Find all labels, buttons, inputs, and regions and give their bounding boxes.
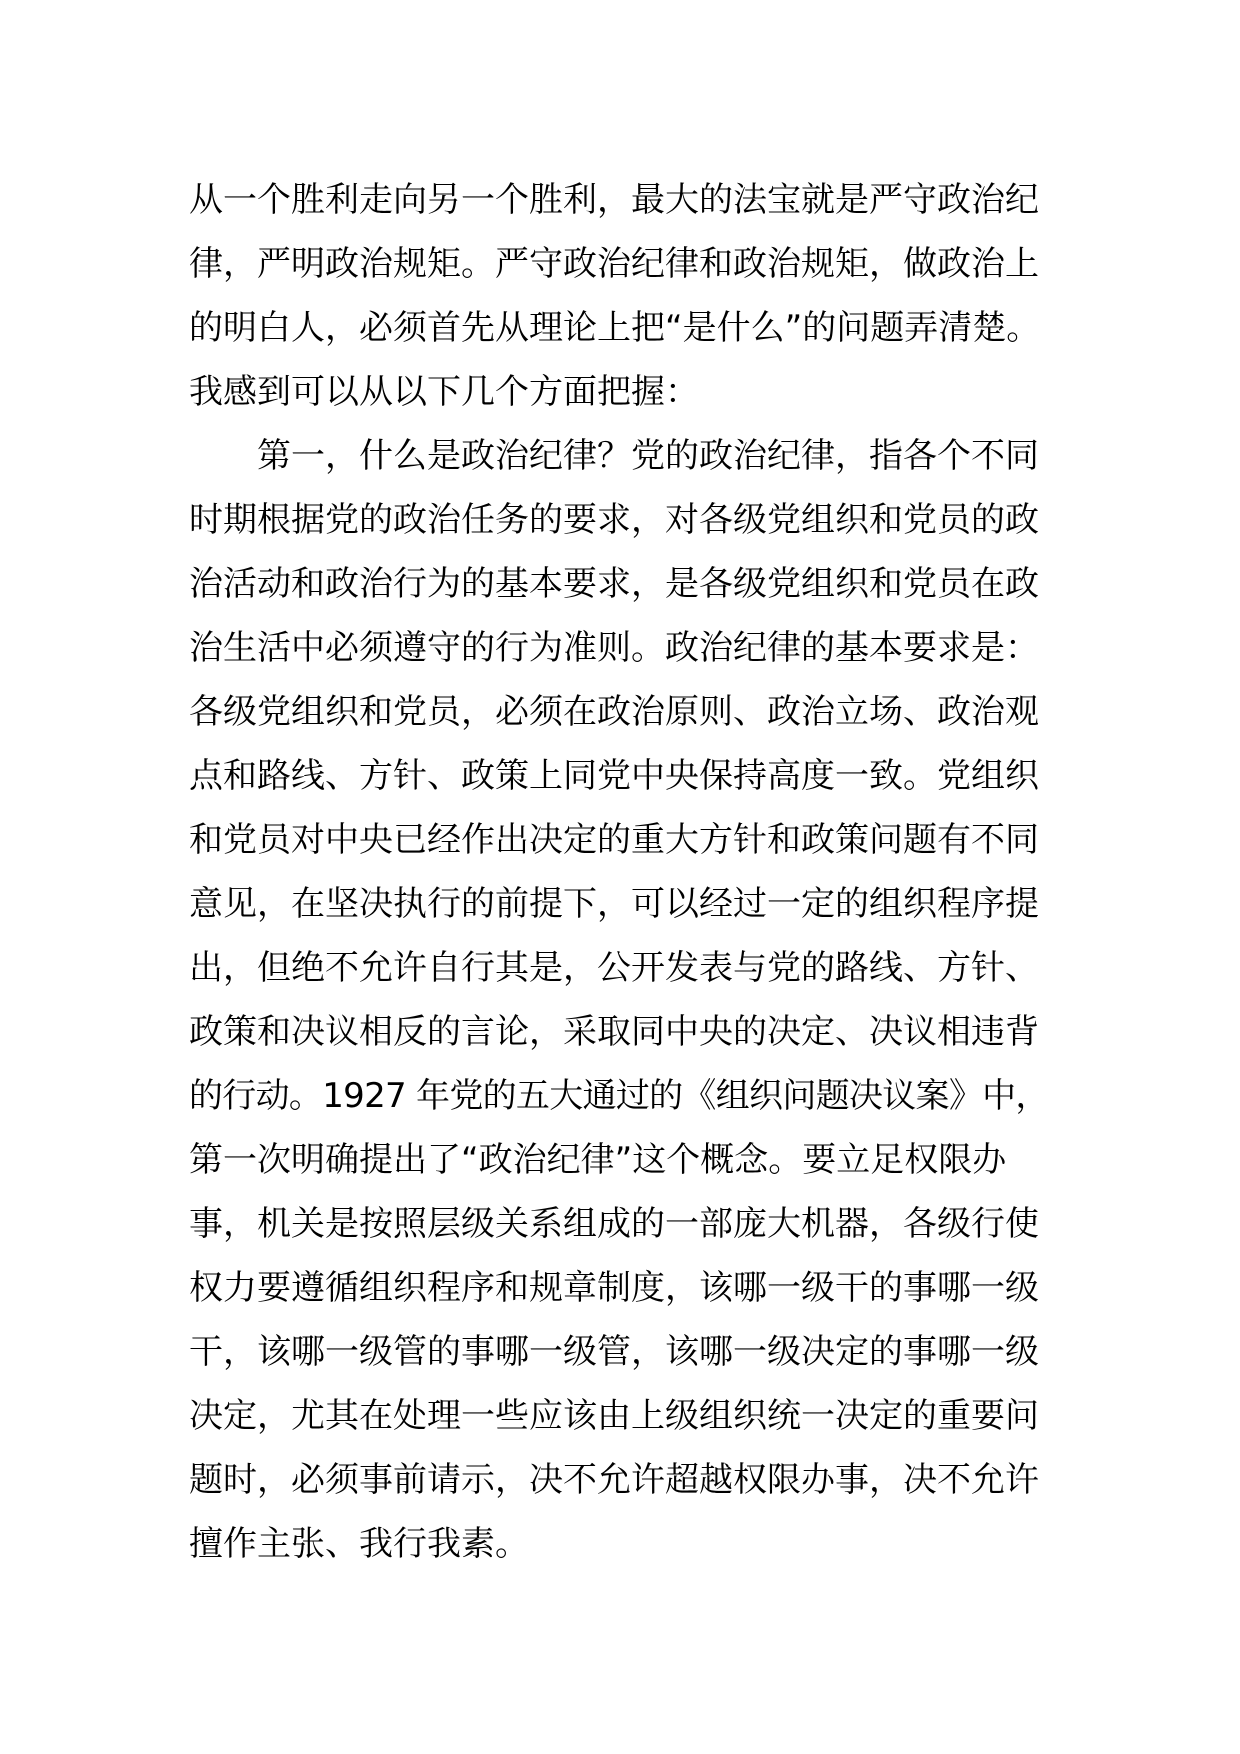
text-line: 干，该哪一级管的事哪一级管，该哪一级决定的事哪一级 [189,1332,1039,1372]
text-line: 事，机关是按照层级关系组成的一部庞大机器，各级行使 [189,1204,1039,1244]
paragraph-start-line: 第一，什么是政治纪律？党的政治纪律，指各个不同 [189,436,1039,476]
text-line: 擅作主张、我行我素。 [189,1524,529,1564]
text-line: 从一个胜利走向另一个胜利，最大的法宝就是严守政治纪 [189,180,1039,220]
text-line: 时期根据党的政治任务的要求，对各级党组织和党员的政 [189,500,1039,540]
text-line: 意见，在坚决执行的前提下，可以经过一定的组织程序提 [189,884,1039,924]
text-line: 治活动和政治行为的基本要求，是各级党组织和党员在政 [189,564,1039,604]
text-line: 的明白人，必须首先从理论上把“是什么”的问题弄清楚。 [189,308,1041,348]
text-line: 点和路线、方针、政策上同党中央保持高度一致。党组织 [189,756,1039,796]
text-line: 的行动。1927 年党的五大通过的《组织问题决议案》中， [189,1076,1049,1116]
body-text [189,168,1049,1576]
text-line: 各级党组织和党员，必须在政治原则、政治立场、政治观 [189,692,1039,732]
text-line: 决定，尤其在处理一些应该由上级组织统一决定的重要问 [189,1396,1039,1436]
text-line: 我感到可以从以下几个方面把握： [189,372,699,412]
text-line: 题时，必须事前请示，决不允许超越权限办事，决不允许 [189,1460,1039,1500]
text-line: 政策和决议相反的言论，采取同中央的决定、决议相违背 [189,1012,1039,1052]
text-line: 律，严明政治规矩。严守政治纪律和政治规矩，做政治上 [189,244,1039,284]
text-line: 出，但绝不允许自行其是，公开发表与党的路线、方针、 [189,948,1039,988]
text-line: 第一次明确提出了“政治纪律”这个概念。要立足权限办 [189,1140,1007,1180]
text-line: 治生活中必须遵守的行为准则。政治纪律的基本要求是： [189,628,1039,668]
text-line: 和党员对中央已经作出决定的重大方针和政策问题有不同 [189,820,1039,860]
text-line: 权力要遵循组织程序和规章制度，该哪一级干的事哪一级 [189,1268,1039,1308]
